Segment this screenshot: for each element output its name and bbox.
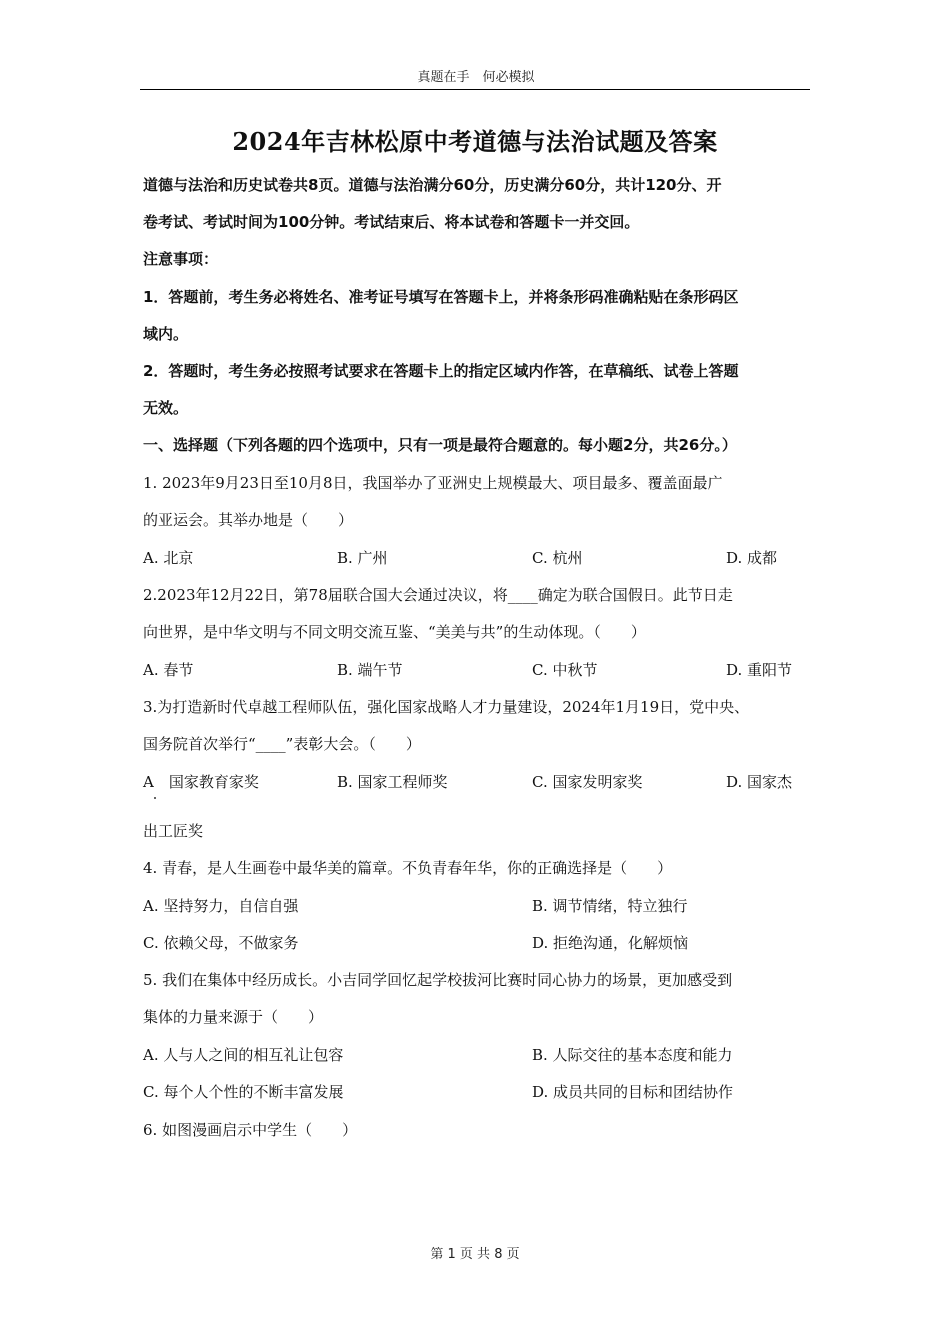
header-divider bbox=[140, 89, 810, 90]
question-2-option-d: D. 重阳节 bbox=[726, 661, 793, 679]
question-1-option-c: C. 杭州 bbox=[532, 549, 583, 567]
intro-line-2: 卷考试、考试时间为100分钟。考试结束后、将本试卷和答题卡一并交回。 bbox=[143, 213, 640, 231]
question-3-option-b: B. 国家工程师奖 bbox=[337, 773, 448, 791]
question-4-option-c: C. 依赖父母，不做家务 bbox=[143, 934, 299, 952]
question-4-stem: 4. 青春，是人生画卷中最华美的篇章。不负青春年华，你的正确选择是（ ） bbox=[143, 859, 673, 877]
question-5-stem-cont: 集体的力量来源于（ ） bbox=[143, 1008, 324, 1026]
question-5-option-d: D. 成员共同的目标和团结协作 bbox=[532, 1083, 734, 1101]
question-3-option-a: A 国家教育家奖 bbox=[143, 773, 259, 791]
question-3-stem-cont: 国务院首次举行“____”表彰大会。（ ） bbox=[143, 735, 421, 753]
question-2-option-c: C. 中秋节 bbox=[532, 661, 598, 679]
question-5-option-a: A. 人与人之间的相互礼让包容 bbox=[143, 1046, 344, 1064]
question-2-stem-cont: 向世界，是中华文明与不同文明交流互鉴、“美美与共”的生动体现。（ ） bbox=[143, 623, 646, 641]
question-1-option-d: D. 成都 bbox=[726, 549, 778, 567]
notice-item-1-cont: 域内。 bbox=[143, 325, 189, 343]
question-1-stem-cont: 的亚运会。其举办地是（ ） bbox=[143, 511, 354, 529]
question-5-stem: 5. 我们在集体中经历成长。小吉同学回忆起学校拔河比赛时同心协力的场景，更加感受到 bbox=[143, 971, 733, 989]
question-1-option-a: A. 北京 bbox=[143, 549, 194, 567]
page-number: 第 1 页 共 8 页 bbox=[430, 1247, 520, 1262]
question-4-option-d: D. 拒绝沟通，化解烦恼 bbox=[532, 934, 689, 952]
question-6-stem: 6. 如图漫画启示中学生（ ） bbox=[143, 1121, 358, 1139]
question-2-option-b: B. 端午节 bbox=[337, 661, 403, 679]
notice-heading: 注意事项： bbox=[143, 250, 219, 268]
notice-item-2-cont: 无效。 bbox=[143, 399, 189, 417]
stray-dot bbox=[154, 797, 156, 799]
page-title: 2024年吉林松原中考道德与法治试题及答案 bbox=[232, 127, 718, 156]
question-2-option-a: A. 春节 bbox=[143, 661, 194, 679]
question-4-option-b: B. 调节情绪，特立独行 bbox=[532, 897, 688, 915]
question-3-option-d: D. 国家杰 bbox=[726, 773, 793, 791]
question-3-option-c: C. 国家发明家奖 bbox=[532, 773, 643, 791]
question-1-stem: 1. 2023年9月23日至10月8日，我国举办了亚洲史上规模最大、项目最多、覆盖面最广 bbox=[143, 474, 723, 492]
question-2-stem: 2.2023年12月22日，第78届联合国大会通过决议，将____确定为联合国假日。此节日走 bbox=[143, 586, 733, 604]
question-3-option-d-cont: 出工匠奖 bbox=[143, 822, 204, 840]
question-5-option-c: C. 每个人个性的不断丰富发展 bbox=[143, 1083, 344, 1101]
question-5-option-b: B. 人际交往的基本态度和能力 bbox=[532, 1046, 733, 1064]
notice-item-2: 2．答题时，考生务必按照考试要求在答题卡上的指定区域内作答，在草稿纸、试卷上答题 bbox=[143, 362, 739, 380]
question-3-stem: 3.为打造新时代卓越工程师队伍，强化国家战略人才力量建设，2024年1月19日，党中央、 bbox=[143, 698, 750, 716]
intro-line-1: 道德与法治和历史试卷共8页。道德与法治满分60分，历史满分60分，共计120分、开 bbox=[143, 176, 722, 194]
page-header: 真题在手 何必模拟 bbox=[417, 70, 535, 85]
question-1-option-b: B. 广州 bbox=[337, 549, 388, 567]
question-4-option-a: A. 坚持努力，自信自强 bbox=[143, 897, 299, 915]
notice-item-1: 1．答题前，考生务必将姓名、准考证号填写在答题卡上，并将条形码准确粘贴在条形码区 bbox=[143, 288, 739, 306]
section-heading: 一、选择题（下列各题的四个选项中，只有一项是最符合题意的。每小题2分，共26分。） bbox=[143, 436, 737, 454]
